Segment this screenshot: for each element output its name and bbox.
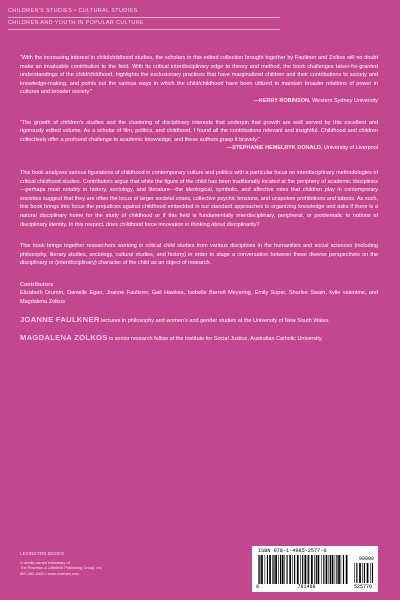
contributors-heading: Contributors (20, 281, 54, 288)
editor-bio-text-1: lectures in philosophy and women’s and gender studies at the University of New South Wales. (99, 317, 330, 324)
endorser-name-2: —STEPHANIE HEMELRYK DONALD (226, 145, 321, 152)
header-rule-bottom (8, 29, 280, 30)
endorsement-attribution-1 (20, 97, 378, 106)
subseries-label: CHILDREN AND YOUTH IN POPULAR CULTURE (8, 20, 144, 26)
editor-bio-text-2: is senior research fellow at the Institute for Social Justice, Australian Catholic University. (107, 336, 323, 343)
back-cover-text (20, 54, 378, 344)
price-barcode-graphic (352, 563, 374, 583)
editor-bio-2 (20, 334, 378, 344)
isbn-label: ISBN 978-1-4985-2577-0 (258, 548, 327, 554)
description-paragraph-1: This book analyzes various figurations of childhood in contemporary culture and politics with a particular focus on interdisciplinary methodologies of critical childhood studies. Contributors argue that while the figure of the child has been traditionally located at the periphery of academic disciplines—perhaps most notably in history, sociology, and literature—the ideological, symbolic, and affective roles that children play in contemporary societies suggest that they are often the locus of larger societal crises, collective psychic tensions, and unspoken prohibitions and taboos. As such, this book brings into focus the prejudices against childhood embedded in our standard approaches to organizing knowledge and asks if there is a natural disciplinary home for the study of childhood or if this field is fundamentally interdisciplinary, peripheral, or problematic to notions of disciplinary identity. In this respect, does childhood force innovation in thinking about disciplinarity? (20, 169, 378, 228)
endorser-affiliation-1: , Western Sydney University (309, 97, 378, 104)
editor-name-1: JOANNE FAULKNER (20, 314, 100, 324)
barcode-digits-group-1: 781498 (297, 584, 316, 590)
publisher-imprint (20, 551, 132, 576)
publisher-line-1: A wholly owned subsidiary of (20, 559, 70, 565)
barcode-graphic (256, 555, 348, 584)
barcode-digit-prefix: 9 (256, 584, 260, 590)
barcode-digits-group-2: 525770 (353, 584, 372, 590)
endorsement-quote-2: “The growth of children’s studies and the clustering of disciplinary interests that underpin that growth are well served by this excellent and rigorously edited volume. As a scholar of film, politics, and childhood, I found all the contributions relevant and insightful. Childhood and children collectively offer a profound challenge to academic knowledge, and these authors grasp it bravely.” (20, 119, 378, 143)
endorsement-attribution-2 (20, 144, 378, 153)
barcode-digits (256, 584, 372, 590)
series-label: CHILDREN'S STUDIES • CULTURAL STUDIES (8, 8, 138, 14)
price-code: 90000 (358, 556, 374, 562)
contributors-list: Elizabeth Drumm, Danielle Egan, Joanne Faulkner, Gail Hawkes, Isobelle Barrett Meyering, Emily Soper, Shurlee Swain, kylie valentine, and Magdalena Zolkos (20, 290, 378, 306)
endorser-affiliation-2: , University of Liverpool (320, 145, 378, 152)
publisher-name: LEXINGTON BOOKS (20, 551, 65, 556)
isbn-barcode (252, 546, 378, 592)
series-header (8, 6, 280, 30)
endorsement-quote-1: “With the increasing interest in child/childhood studies, the scholars in this edited collection brought together by Faulkner and Zolkos will no doubt make an invaluable contribution to the field. With its critical interdisciplinary edge to theory and method, the book challenges taken-for-granted understandings of the child/childhood, highlights the exclusionary practices that have marginalized children and their contributions to society and knowledge-making, and points out the various ways in which the child/childhood have been utilized to maintain broader relations of power in cultures and broader society.” (20, 55, 378, 96)
description-paragraph-2: This book brings together researchers working in critical child studies from various disciplines in the humanities and social sciences (including philosophy, literary studies, sociology, cultural studies, and history) in order to stage a conversation between these diverse perspectives on the disciplinary or (interdisciplinary) character of the child as an object of research. (20, 243, 378, 267)
publisher-line-2: The Rowman & Littlefield Publishing Group, Inc. (20, 565, 103, 571)
editor-name-2: MAGDALENA ZOLKOS (20, 333, 108, 343)
endorser-name-1: —KERRY ROBINSON (253, 97, 310, 104)
editor-bio-1 (20, 316, 378, 326)
publisher-contact: 800-462-6420 • www.rowman.com (20, 570, 80, 576)
